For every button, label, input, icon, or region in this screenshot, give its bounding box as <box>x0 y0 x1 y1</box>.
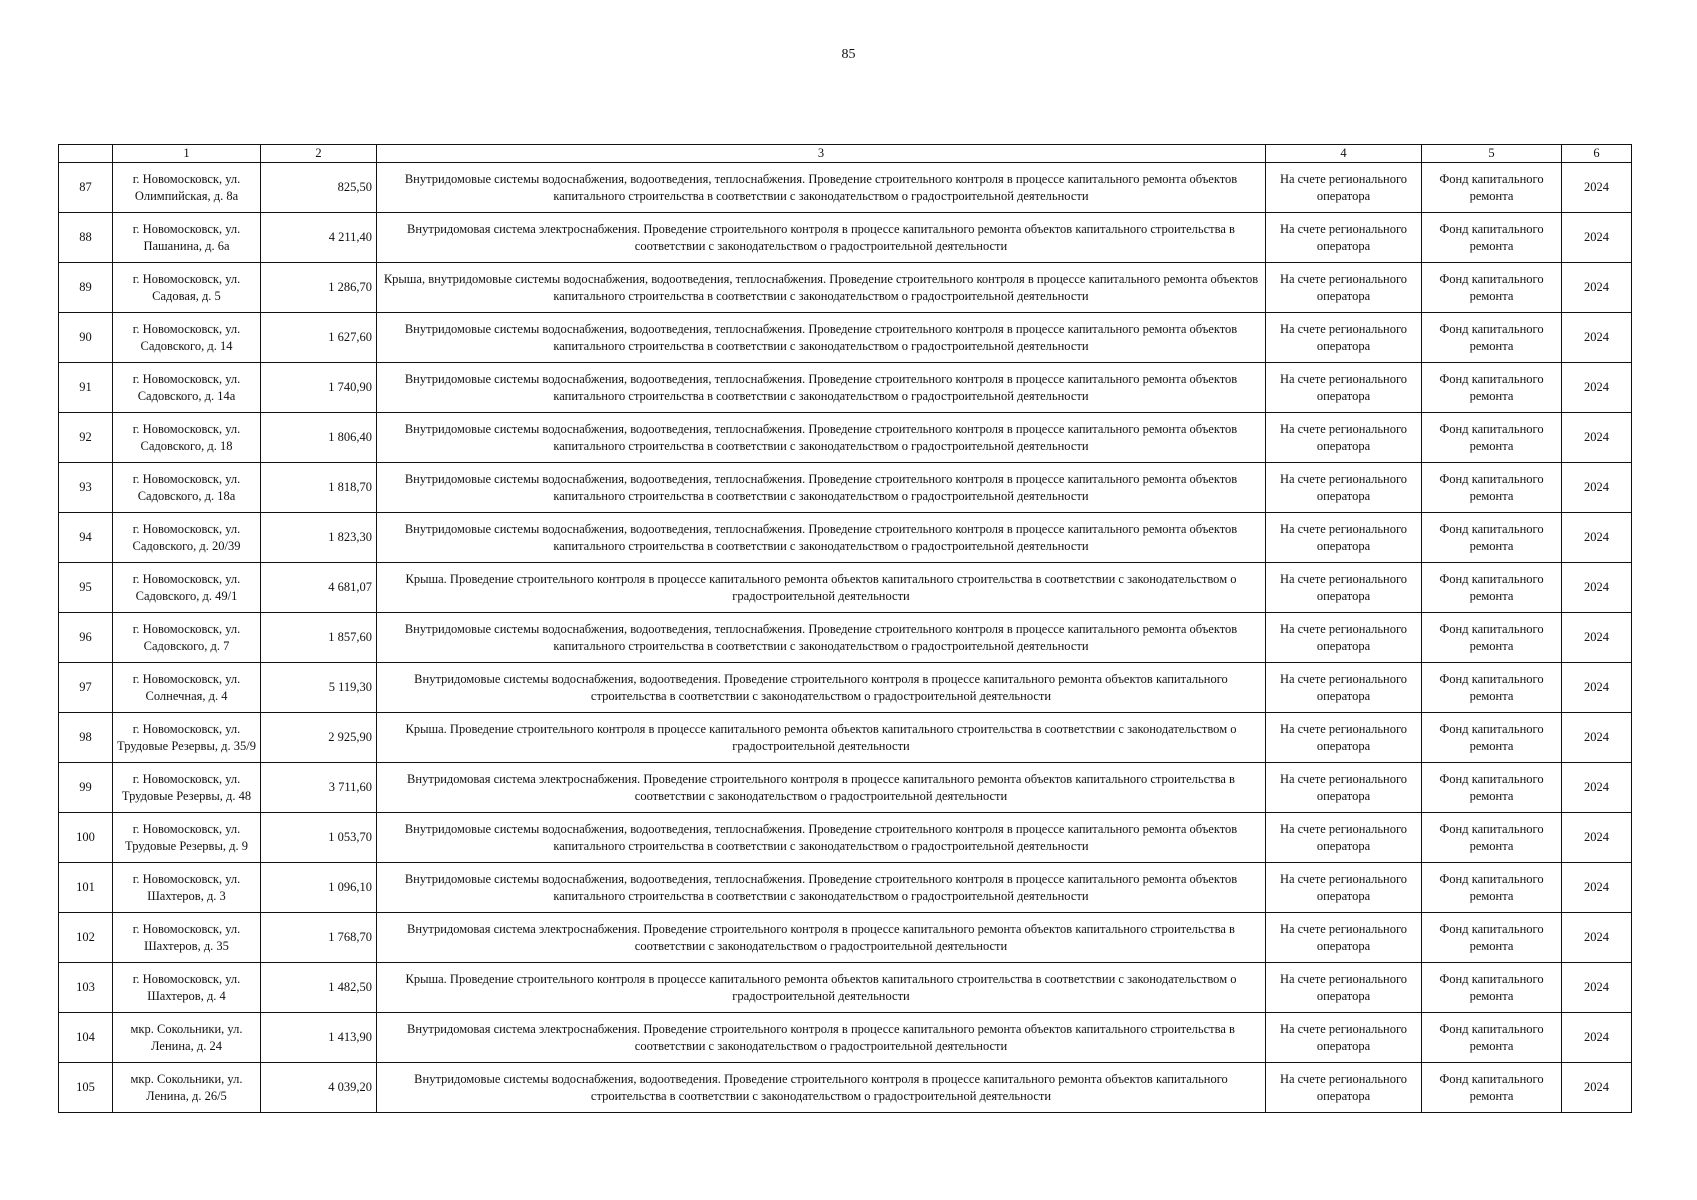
account-method-cell: На счете регионального оператора <box>1266 1013 1422 1063</box>
address-cell: г. Новомосковск, ул. Садовского, д. 14 <box>113 313 261 363</box>
funding-source-cell: Фонд капитального ремонта <box>1422 463 1562 513</box>
works-description-cell: Внутридомовые системы водоснабжения, водоотведения, теплоснабжения. Проведение строительного контроля в процессе капитального ремонта объектов капитального строительства в соответствии с законодательством о градостроительной деятельности <box>377 813 1266 863</box>
page-number: 85 <box>841 47 856 62</box>
column-header-1: 1 <box>113 145 261 163</box>
address-cell: г. Новомосковск, ул. Садовского, д. 20/39 <box>113 513 261 563</box>
year-cell: 2024 <box>1562 513 1632 563</box>
account-method-cell: На счете регионального оператора <box>1266 263 1422 313</box>
year-cell: 2024 <box>1562 363 1632 413</box>
table-row <box>59 863 1632 913</box>
table-row <box>59 213 1632 263</box>
area-cell: 1 857,60 <box>261 613 377 663</box>
address-cell: г. Новомосковск, ул. Садовского, д. 14а <box>113 363 261 413</box>
table-row <box>59 413 1632 463</box>
area-cell: 1 806,40 <box>261 413 377 463</box>
table-row <box>59 1063 1632 1113</box>
funding-source-cell: Фонд капитального ремонта <box>1422 363 1562 413</box>
table-row <box>59 263 1632 313</box>
area-cell: 4 211,40 <box>261 213 377 263</box>
works-description-cell: Внутридомовые системы водоснабжения, водоотведения, теплоснабжения. Проведение строительного контроля в процессе капитального ремонта объектов капитального строительства в соответствии с законодательством о градостроительной деятельности <box>377 413 1266 463</box>
funding-source-cell: Фонд капитального ремонта <box>1422 313 1562 363</box>
table-row <box>59 563 1632 613</box>
year-cell: 2024 <box>1562 663 1632 713</box>
funding-source-cell: Фонд капитального ремонта <box>1422 763 1562 813</box>
row-number: 100 <box>59 813 113 863</box>
row-number: 99 <box>59 763 113 813</box>
area-cell: 825,50 <box>261 163 377 213</box>
column-number-row <box>59 145 1632 163</box>
account-method-cell: На счете регионального оператора <box>1266 713 1422 763</box>
works-description-cell: Крыша. Проведение строительного контроля в процессе капитального ремонта объектов капитального строительства в соответствии с законодательством о градостроительной деятельности <box>377 713 1266 763</box>
works-description-cell: Внутридомовые системы водоснабжения, водоотведения, теплоснабжения. Проведение строительного контроля в процессе капитального ремонта объектов капитального строительства в соответствии с законодательством о градостроительной деятельности <box>377 363 1266 413</box>
year-cell: 2024 <box>1562 1063 1632 1113</box>
account-method-cell: На счете регионального оператора <box>1266 513 1422 563</box>
funding-source-cell: Фонд капитального ремонта <box>1422 413 1562 463</box>
year-cell: 2024 <box>1562 763 1632 813</box>
funding-source-cell: Фонд капитального ремонта <box>1422 1013 1562 1063</box>
column-header-4: 4 <box>1266 145 1422 163</box>
address-cell: г. Новомосковск, ул. Садовая, д. 5 <box>113 263 261 313</box>
works-description-cell: Внутридомовые системы водоснабжения, водоотведения, теплоснабжения. Проведение строительного контроля в процессе капитального ремонта объектов капитального строительства в соответствии с законодательством о градостроительной деятельности <box>377 463 1266 513</box>
address-cell: г. Новомосковск, ул. Шахтеров, д. 4 <box>113 963 261 1013</box>
address-cell: г. Новомосковск, ул. Садовского, д. 7 <box>113 613 261 663</box>
table-row <box>59 713 1632 763</box>
address-cell: г. Новомосковск, ул. Садовского, д. 49/1 <box>113 563 261 613</box>
works-description-cell: Внутридомовая система электроснабжения. Проведение строительного контроля в процессе капитального ремонта объектов капитального строительства в соответствии с законодательством о градостроительной деятельности <box>377 1013 1266 1063</box>
area-cell: 4 039,20 <box>261 1063 377 1113</box>
funding-source-cell: Фонд капитального ремонта <box>1422 213 1562 263</box>
table-row <box>59 163 1632 213</box>
row-number: 96 <box>59 613 113 663</box>
account-method-cell: На счете регионального оператора <box>1266 863 1422 913</box>
year-cell: 2024 <box>1562 713 1632 763</box>
table-row <box>59 813 1632 863</box>
funding-source-cell: Фонд капитального ремонта <box>1422 563 1562 613</box>
area-cell: 1 740,90 <box>261 363 377 413</box>
row-number: 98 <box>59 713 113 763</box>
area-cell: 3 711,60 <box>261 763 377 813</box>
area-cell: 1 482,50 <box>261 963 377 1013</box>
funding-source-cell: Фонд капитального ремонта <box>1422 263 1562 313</box>
table-row <box>59 913 1632 963</box>
table-body <box>59 163 1632 1113</box>
account-method-cell: На счете регионального оператора <box>1266 463 1422 513</box>
address-cell: мкр. Сокольники, ул. Ленина, д. 24 <box>113 1013 261 1063</box>
area-cell: 5 119,30 <box>261 663 377 713</box>
row-number: 93 <box>59 463 113 513</box>
account-method-cell: На счете регионального оператора <box>1266 963 1422 1013</box>
table-row <box>59 463 1632 513</box>
funding-source-cell: Фонд капитального ремонта <box>1422 1063 1562 1113</box>
year-cell: 2024 <box>1562 163 1632 213</box>
account-method-cell: На счете регионального оператора <box>1266 163 1422 213</box>
area-cell: 1 823,30 <box>261 513 377 563</box>
year-cell: 2024 <box>1562 1013 1632 1063</box>
funding-source-cell: Фонд капитального ремонта <box>1422 913 1562 963</box>
row-number: 95 <box>59 563 113 613</box>
address-cell: г. Новомосковск, ул. Пашанина, д. 6а <box>113 213 261 263</box>
works-description-cell: Внутридомовая система электроснабжения. Проведение строительного контроля в процессе капитального ремонта объектов капитального строительства в соответствии с законодательством о градостроительной деятельности <box>377 763 1266 813</box>
works-description-cell: Внутридомовые системы водоснабжения, водоотведения, теплоснабжения. Проведение строительного контроля в процессе капитального ремонта объектов капитального строительства в соответствии с законодательством о градостроительной деятельности <box>377 313 1266 363</box>
row-number: 90 <box>59 313 113 363</box>
area-cell: 1 286,70 <box>261 263 377 313</box>
row-number: 104 <box>59 1013 113 1063</box>
area-cell: 4 681,07 <box>261 563 377 613</box>
repair-program-table <box>58 144 1632 1113</box>
table-row <box>59 613 1632 663</box>
year-cell: 2024 <box>1562 863 1632 913</box>
year-cell: 2024 <box>1562 613 1632 663</box>
table-row <box>59 363 1632 413</box>
area-cell: 1 096,10 <box>261 863 377 913</box>
funding-source-cell: Фонд капитального ремонта <box>1422 713 1562 763</box>
year-cell: 2024 <box>1562 563 1632 613</box>
account-method-cell: На счете регионального оператора <box>1266 1063 1422 1113</box>
row-number: 94 <box>59 513 113 563</box>
works-description-cell: Внутридомовые системы водоснабжения, водоотведения, теплоснабжения. Проведение строительного контроля в процессе капитального ремонта объектов капитального строительства в соответствии с законодательством о градостроительной деятельности <box>377 863 1266 913</box>
row-number: 91 <box>59 363 113 413</box>
works-description-cell: Внутридомовые системы водоснабжения, водоотведения, теплоснабжения. Проведение строительного контроля в процессе капитального ремонта объектов капитального строительства в соответствии с законодательством о градостроительной деятельности <box>377 613 1266 663</box>
works-description-cell: Крыша. Проведение строительного контроля в процессе капитального ремонта объектов капитального строительства в соответствии с законодательством о градостроительной деятельности <box>377 963 1266 1013</box>
table-row <box>59 963 1632 1013</box>
table-row <box>59 313 1632 363</box>
works-description-cell: Внутридомовые системы водоснабжения, водоотведения, теплоснабжения. Проведение строительного контроля в процессе капитального ремонта объектов капитального строительства в соответствии с законодательством о градостроительной деятельности <box>377 513 1266 563</box>
account-method-cell: На счете регионального оператора <box>1266 763 1422 813</box>
funding-source-cell: Фонд капитального ремонта <box>1422 613 1562 663</box>
account-method-cell: На счете регионального оператора <box>1266 363 1422 413</box>
column-header-6: 6 <box>1562 145 1632 163</box>
address-cell: г. Новомосковск, ул. Трудовые Резервы, д. 35/9 <box>113 713 261 763</box>
works-description-cell: Крыша. Проведение строительного контроля в процессе капитального ремонта объектов капитального строительства в соответствии с законодательством о градостроительной деятельности <box>377 563 1266 613</box>
account-method-cell: На счете регионального оператора <box>1266 813 1422 863</box>
works-description-cell: Крыша, внутридомовые системы водоснабжения, водоотведения, теплоснабжения. Проведение строительного контроля в процессе капитального ремонта объектов капитального строительства в соответствии с законодательством о градостроительной деятельности <box>377 263 1266 313</box>
year-cell: 2024 <box>1562 313 1632 363</box>
year-cell: 2024 <box>1562 263 1632 313</box>
address-cell: г. Новомосковск, ул. Садовского, д. 18а <box>113 463 261 513</box>
area-cell: 1 818,70 <box>261 463 377 513</box>
funding-source-cell: Фонд капитального ремонта <box>1422 163 1562 213</box>
funding-source-cell: Фонд капитального ремонта <box>1422 963 1562 1013</box>
account-method-cell: На счете регионального оператора <box>1266 313 1422 363</box>
area-cell: 2 925,90 <box>261 713 377 763</box>
row-number: 87 <box>59 163 113 213</box>
row-number: 92 <box>59 413 113 463</box>
year-cell: 2024 <box>1562 213 1632 263</box>
funding-source-cell: Фонд капитального ремонта <box>1422 663 1562 713</box>
funding-source-cell: Фонд капитального ремонта <box>1422 863 1562 913</box>
works-description-cell: Внутридомовые системы водоснабжения, водоотведения, теплоснабжения. Проведение строительного контроля в процессе капитального ремонта объектов капитального строительства в соответствии с законодательством о градостроительной деятельности <box>377 163 1266 213</box>
table-row <box>59 663 1632 713</box>
table-row <box>59 513 1632 563</box>
address-cell: г. Новомосковск, ул. Олимпийская, д. 8а <box>113 163 261 213</box>
account-method-cell: На счете регионального оператора <box>1266 913 1422 963</box>
funding-source-cell: Фонд капитального ремонта <box>1422 513 1562 563</box>
area-cell: 1 053,70 <box>261 813 377 863</box>
address-cell: г. Новомосковск, ул. Садовского, д. 18 <box>113 413 261 463</box>
works-description-cell: Внутридомовые системы водоснабжения, водоотведения. Проведение строительного контроля в процессе капитального ремонта объектов капитального строительства в соответствии с законодательством о градостроительной деятельности <box>377 1063 1266 1113</box>
address-cell: г. Новомосковск, ул. Трудовые Резервы, д. 9 <box>113 813 261 863</box>
area-cell: 1 627,60 <box>261 313 377 363</box>
column-header-3: 3 <box>377 145 1266 163</box>
works-description-cell: Внутридомовые системы водоснабжения, водоотведения. Проведение строительного контроля в процессе капитального ремонта объектов капитального строительства в соответствии с законодательством о градостроительной деятельности <box>377 663 1266 713</box>
address-cell: г. Новомосковск, ул. Трудовые Резервы, д. 48 <box>113 763 261 813</box>
row-number: 89 <box>59 263 113 313</box>
column-header-5: 5 <box>1422 145 1562 163</box>
row-number: 88 <box>59 213 113 263</box>
row-number: 103 <box>59 963 113 1013</box>
row-number: 101 <box>59 863 113 913</box>
column-index-blank <box>59 145 113 163</box>
year-cell: 2024 <box>1562 963 1632 1013</box>
account-method-cell: На счете регионального оператора <box>1266 613 1422 663</box>
table-row <box>59 1013 1632 1063</box>
row-number: 102 <box>59 913 113 963</box>
account-method-cell: На счете регионального оператора <box>1266 663 1422 713</box>
column-header-2: 2 <box>261 145 377 163</box>
address-cell: мкр. Сокольники, ул. Ленина, д. 26/5 <box>113 1063 261 1113</box>
funding-source-cell: Фонд капитального ремонта <box>1422 813 1562 863</box>
address-cell: г. Новомосковск, ул. Солнечная, д. 4 <box>113 663 261 713</box>
table-header <box>59 145 1632 163</box>
area-cell: 1 768,70 <box>261 913 377 963</box>
table-row <box>59 763 1632 813</box>
works-description-cell: Внутридомовая система электроснабжения. Проведение строительного контроля в процессе капитального ремонта объектов капитального строительства в соответствии с законодательством о градостроительной деятельности <box>377 213 1266 263</box>
address-cell: г. Новомосковск, ул. Шахтеров, д. 35 <box>113 913 261 963</box>
row-number: 97 <box>59 663 113 713</box>
year-cell: 2024 <box>1562 413 1632 463</box>
year-cell: 2024 <box>1562 463 1632 513</box>
account-method-cell: На счете регионального оператора <box>1266 563 1422 613</box>
area-cell: 1 413,90 <box>261 1013 377 1063</box>
year-cell: 2024 <box>1562 913 1632 963</box>
row-number: 105 <box>59 1063 113 1113</box>
address-cell: г. Новомосковск, ул. Шахтеров, д. 3 <box>113 863 261 913</box>
year-cell: 2024 <box>1562 813 1632 863</box>
works-description-cell: Внутридомовая система электроснабжения. Проведение строительного контроля в процессе капитального ремонта объектов капитального строительства в соответствии с законодательством о градостроительной деятельности <box>377 913 1266 963</box>
account-method-cell: На счете регионального оператора <box>1266 213 1422 263</box>
account-method-cell: На счете регионального оператора <box>1266 413 1422 463</box>
